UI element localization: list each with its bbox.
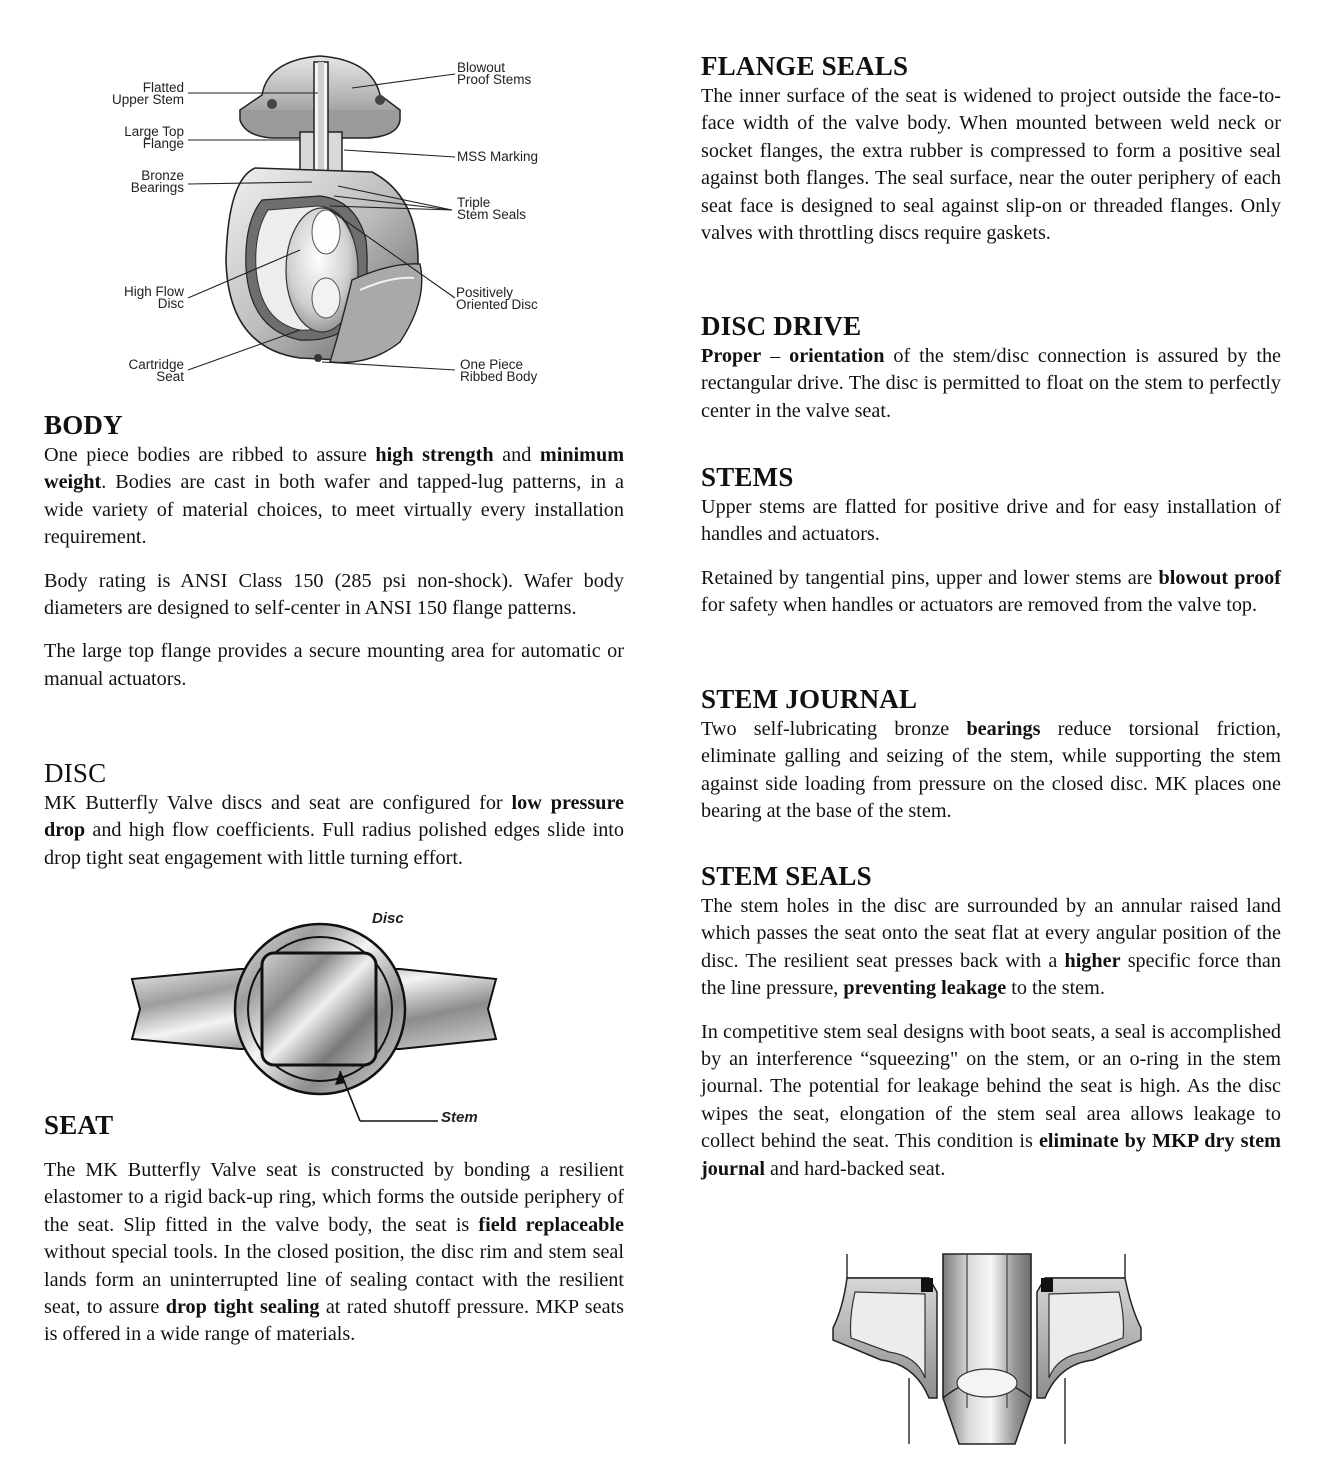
disc-stem-illustration <box>120 905 520 1135</box>
label-positively-oriented-disc: Positively Oriented Disc <box>456 285 538 312</box>
disc-figure-label: Disc <box>372 910 404 927</box>
body-paragraph-2: Body rating is ANSI Class 150 (285 psi non-shock). Wafer body diameters are designed to self-center in ANSI 150 flange patterns. <box>44 569 624 620</box>
label-cartridge-seat: Cartridge Seat <box>128 357 184 384</box>
disc-section <box>44 758 624 872</box>
bold-phrase: bearings <box>966 718 1041 740</box>
stems-heading: STEMS <box>701 462 794 492</box>
bold-phrase: low pressure drop <box>44 792 624 842</box>
stem-seals-paragraph-2: In competitive stem seal designs with boot seats, a seal is accomplished by an interference “squeezing" on the stem, or an o-ring in the stem journal. The potential for leakage behind the seat is high. As the disc wipes the seat, elongation of the stem seal area allows leakage to collect behind the seat. This condition is eliminate by MKP dry stem journal and hard-backed seat. <box>701 1020 1281 1180</box>
stems-paragraph-1: Upper stems are flatted for positive drive and for easy installation of handles and actuators. <box>701 496 1281 546</box>
disc-drive-section <box>701 311 1281 425</box>
label-one-piece-ribbed-body: One Piece Ribbed Body <box>460 357 538 384</box>
stem-journal-paragraph-1: Two self-lubricating bronze bearings reduce torsional friction, eliminate galling and seizing of the stem, while supporting the stem against side loading from pressure on the closed disc. MK places one bearing at the base of the stem. <box>701 718 1281 823</box>
label-blowout-proof-stems: Blowout Proof Stems <box>457 60 532 87</box>
label-triple-stem-seals: Triple Stem Seals <box>457 195 527 222</box>
stem-journal-section <box>701 684 1281 826</box>
label-flatted-upper-stem: Flatted Upper Stem <box>111 80 184 107</box>
label-large-top-flange: Large Top Flange <box>124 124 184 151</box>
bold-phrase: eliminate by MKP dry stem journal <box>701 1130 1281 1180</box>
flange-seals-paragraph-1: The inner surface of the seat is widened to project outside the face-to-face width of the valve body. When mounted between weld neck or socket flanges, the extra rubber is compressed to form a positive seal against both flanges. The seal surface, near the outer periphery of each seat face is designed to seal against slip-on or threaded flanges. Only valves with throttling discs require gaskets. <box>701 85 1281 245</box>
body-section <box>44 410 624 693</box>
stems-section <box>701 462 1281 620</box>
bold-phrase: orientation <box>789 345 885 367</box>
flange-seals-section <box>701 51 1281 247</box>
bold-phrase: blowout proof <box>1158 566 1281 589</box>
disc-heading: DISC <box>44 758 107 788</box>
seat-section <box>44 1110 624 1349</box>
stem-seals-heading: STEM SEALS <box>701 861 872 891</box>
disc-paragraph-1: MK Butterfly Valve discs and seat are configured for low pressure drop and high flow coefficients. Full radius polished edges slide into drop tight seat engagement with little turning effort. <box>44 792 624 869</box>
bold-phrase: field replaceable <box>478 1213 624 1236</box>
disc-drive-heading: DISC DRIVE <box>701 311 862 341</box>
stem-seals-section <box>701 861 1281 1183</box>
seat-paragraph-1: The MK Butterfly Valve seat is constructed by bonding a resilient elastomer to a rigid back-up ring, which forms the outside periphery of the seat. Slip fitted in the valve body, the seat is field replaceable without special tools. In the closed position, the disc rim and stem seal lands form an uninterrupted line of sealing contact with the resilient seat, to assure drop tight sealing at rated shutoff pressure. MKP seats is offered in a wide range of materials. <box>44 1159 624 1346</box>
body-paragraph-3: The large top flange provides a secure mounting area for automatic or manual actuators. <box>44 640 624 690</box>
stem-seal-illustration <box>825 1248 1150 1448</box>
valve-cutaway-figure <box>0 0 660 400</box>
seat-heading: SEAT <box>44 1110 114 1140</box>
valve-cutaway-illustration <box>0 0 660 400</box>
label-high-flow-disc: High Flow Disc <box>123 284 184 311</box>
label-bronze-bearings: Bronze Bearings <box>130 168 184 195</box>
bold-phrase: drop tight sealing <box>165 1296 320 1319</box>
stem-seal-figure <box>825 1248 1150 1448</box>
body-heading: BODY <box>44 410 123 440</box>
body-paragraph-1: One piece bodies are ribbed to assure high strength and minimum weight. Bodies are cast in both wafer and tapped-lug patterns, in a wide variety of material choices, to meet virtually every installation requirement. <box>44 444 625 549</box>
label-mss-marking: MSS Marking <box>457 149 539 164</box>
bold-phrase: higher <box>1064 949 1121 972</box>
stem-figure-label: Stem <box>441 1109 478 1126</box>
flange-seals-heading: FLANGE SEALS <box>701 51 909 81</box>
disc-drive-paragraph-1: Proper – orientation of the stem/disc connection is assured by the rectangular drive. The disc is permitted to float on the stem to perfectly center in the valve seat. <box>701 345 1281 422</box>
bold-phrase: minimum weight <box>44 444 625 494</box>
bold-phrase: high strength <box>375 444 494 466</box>
bold-phrase: preventing leakage <box>843 977 1007 1000</box>
stem-journal-heading: STEM JOURNAL <box>701 684 918 714</box>
disc-stem-figure <box>120 905 520 1135</box>
bold-phrase: Proper <box>701 345 762 367</box>
stems-paragraph-2: Retained by tangential pins, upper and lower stems are blowout proof for safety when handles or actuators are removed from the valve top. <box>701 566 1281 617</box>
stem-seals-paragraph-1: The stem holes in the disc are surrounded by an annular raised land which passes the seat onto the seat flat at every angular position of the disc. The resilient seat presses back with a higher specific force than the line pressure, preventing leakage to the stem. <box>701 895 1281 1000</box>
